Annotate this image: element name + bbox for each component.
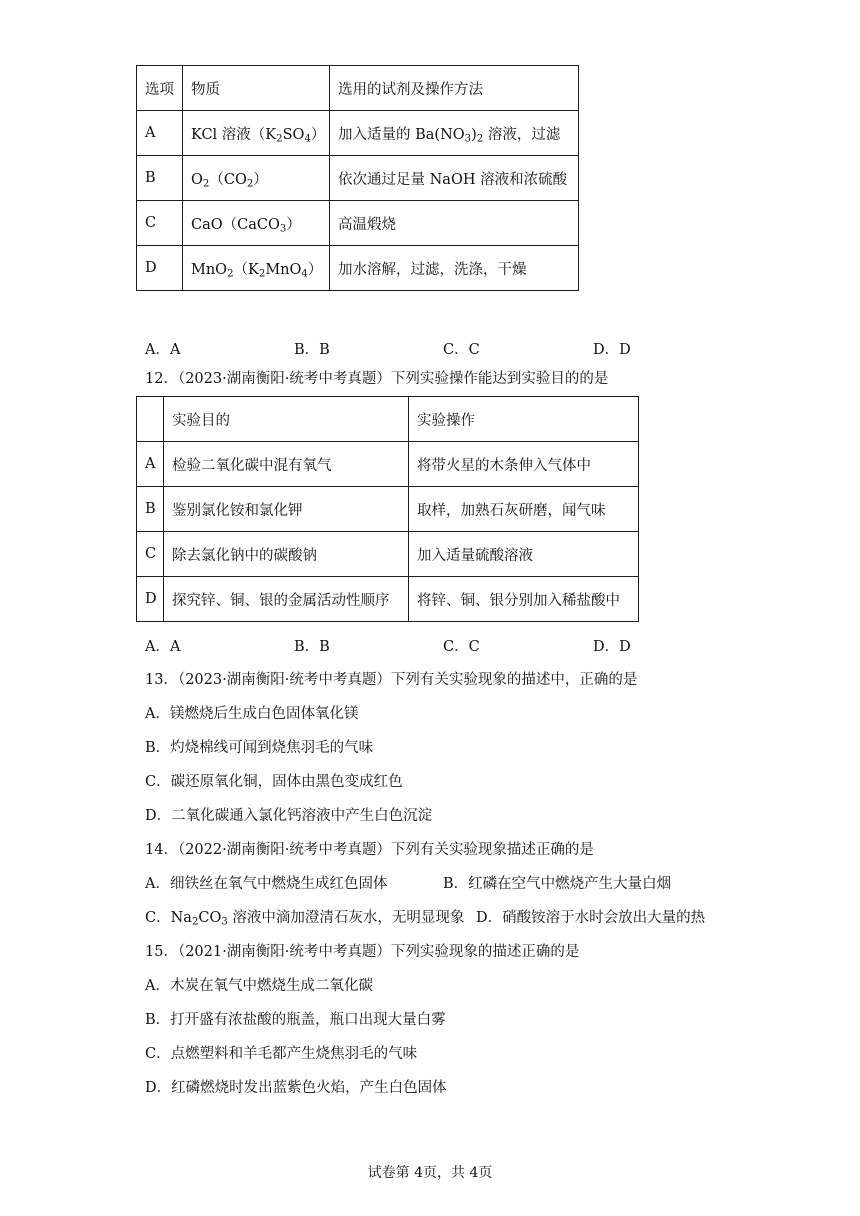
substance-cell: $O_2(CO_2)$ bbox=[183, 156, 330, 201]
purpose-cell: 探究锌、铜、银的金属活动性顺序 bbox=[164, 577, 409, 622]
reagent-table bbox=[136, 65, 579, 291]
table-row bbox=[137, 201, 579, 246]
method-cell: 加水溶解，过滤，洗涤，干燥 bbox=[330, 246, 579, 291]
method-cell: 加入适量的 $Ba(NO_3)_2$ 溶液，过滤 bbox=[330, 111, 579, 156]
substance-cell: $MnO_2(K_2MnO_4)$ bbox=[183, 246, 330, 291]
q13-option-d: D．二氧化碳通入氯化钙溶液中产生白色沉淀 bbox=[145, 808, 433, 824]
table-header-cell: 实验操作 bbox=[409, 397, 639, 442]
table-row bbox=[137, 442, 639, 487]
table-header-cell: 选项 bbox=[137, 66, 183, 111]
page-footer: 试卷第 4页，共 4页 bbox=[367, 1165, 493, 1181]
q15-option-d: D．红磷燃烧时发出蓝紫色火焰，产生白色固体 bbox=[145, 1080, 447, 1096]
q13-option-a: A．镁燃烧后生成白色固体氧化镁 bbox=[145, 706, 359, 722]
table-row bbox=[137, 532, 639, 577]
table-header-row bbox=[137, 397, 639, 442]
option-a: A．A bbox=[145, 639, 181, 655]
q12-stem: 12．（2023·湖南衡阳·统考中考真题）下列实验操作能达到实验目的的是 bbox=[145, 371, 609, 387]
option-b: B．B bbox=[294, 639, 330, 655]
option-d: D．D bbox=[593, 639, 631, 655]
option-cell: A bbox=[137, 442, 164, 487]
option-c: C．C bbox=[443, 342, 480, 358]
operation-cell: 将锌、铜、银分别加入稀盐酸中 bbox=[409, 577, 639, 622]
q13-option-c: C．碳还原氧化铜，固体由黑色变成红色 bbox=[145, 774, 403, 790]
option-d: D．D bbox=[593, 342, 631, 358]
q14-option-c: C．$Na_2CO_3$ 溶液中滴加澄清石灰水，无明显现象 bbox=[145, 910, 465, 928]
table-header-cell: 选用的试剂及操作方法 bbox=[330, 66, 579, 111]
purpose-cell: 检验二氧化碳中混有氧气 bbox=[164, 442, 409, 487]
method-cell: 依次通过足量 NaOH 溶液和浓硫酸 bbox=[330, 156, 579, 201]
substance-cell: CaO（CaCO$_3$） bbox=[183, 201, 330, 246]
q15-stem: 15．（2021·湖南衡阳·统考中考真题）下列实验现象的描述正确的是 bbox=[145, 944, 580, 960]
q14-stem: 14．（2022·湖南衡阳·统考中考真题）下列有关实验现象描述正确的是 bbox=[145, 842, 594, 858]
table-header-cell bbox=[137, 397, 164, 442]
q14-option-d: D．硝酸铵溶于水时会放出大量的热 bbox=[476, 910, 706, 926]
table-row bbox=[137, 156, 579, 201]
q13-option-b: B．灼烧棉线可闻到烧焦羽毛的气味 bbox=[145, 740, 374, 756]
table-row bbox=[137, 577, 639, 622]
q15-option-c: C．点燃塑料和羊毛都产生烧焦羽毛的气味 bbox=[145, 1046, 418, 1062]
q13-stem: 13．（2023·湖南衡阳·统考中考真题）下列有关实验现象的描述中，正确的是 bbox=[145, 672, 638, 688]
table-header-cell: 实验目的 bbox=[164, 397, 409, 442]
table-row bbox=[137, 111, 579, 156]
substance-cell: KCl 溶液$(K_2SO_4)$ bbox=[183, 111, 330, 156]
option-cell: B bbox=[137, 156, 183, 201]
option-cell: A bbox=[137, 111, 183, 156]
option-cell: B bbox=[137, 487, 164, 532]
table-header-row bbox=[137, 66, 579, 111]
option-cell: C bbox=[137, 532, 164, 577]
operation-cell: 加入适量硫酸溶液 bbox=[409, 532, 639, 577]
q15-option-a: A．木炭在氧气中燃烧生成二氧化碳 bbox=[145, 978, 373, 994]
option-cell: D bbox=[137, 577, 164, 622]
purpose-cell: 鉴别氯化铵和氯化钾 bbox=[164, 487, 409, 532]
table-row bbox=[137, 487, 639, 532]
table-header-cell: 物质 bbox=[183, 66, 330, 111]
option-cell: D bbox=[137, 246, 183, 291]
operation-cell: 将带火星的木条伸入气体中 bbox=[409, 442, 639, 487]
q14-option-b: B．红磷在空气中燃烧产生大量白烟 bbox=[443, 876, 672, 892]
q15-option-b: B．打开盛有浓盐酸的瓶盖，瓶口出现大量白雾 bbox=[145, 1012, 446, 1028]
option-cell: C bbox=[137, 201, 183, 246]
operation-cell: 取样，加熟石灰研磨，闻气味 bbox=[409, 487, 639, 532]
option-a: A．A bbox=[145, 342, 181, 358]
option-c: C．C bbox=[443, 639, 480, 655]
experiment-table bbox=[136, 396, 639, 622]
option-b: B．B bbox=[294, 342, 330, 358]
method-cell: 高温煅烧 bbox=[330, 201, 579, 246]
table-row bbox=[137, 246, 579, 291]
purpose-cell: 除去氯化钠中的碳酸钠 bbox=[164, 532, 409, 577]
q14-option-a: A．细铁丝在氧气中燃烧生成红色固体 bbox=[145, 876, 388, 892]
